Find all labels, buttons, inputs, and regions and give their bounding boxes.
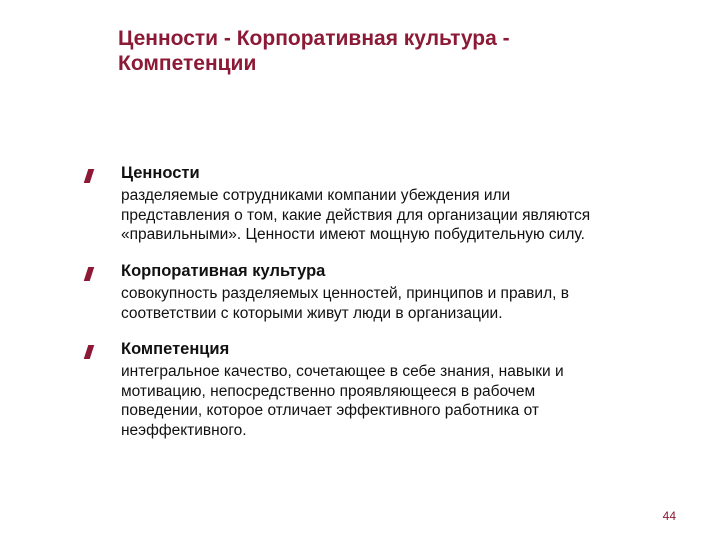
item-description bbox=[121, 284, 681, 323]
item-heading: Ценности bbox=[121, 164, 200, 182]
description-line: мотивацию, непосредственно проявляющееся в рабочем bbox=[121, 382, 536, 400]
item-description bbox=[121, 186, 681, 245]
slanted-bar-bullet-icon bbox=[84, 169, 95, 183]
description-line: совокупность разделяемых ценностей, принципов и правил, в bbox=[121, 285, 569, 302]
description-line: соответствии с которыми живут люди в организации. bbox=[121, 304, 503, 322]
slide-title-line: Компетенции bbox=[118, 52, 257, 75]
description-line: поведении, которое отличает эффективного работника от bbox=[121, 402, 539, 419]
item-heading: Компетенция bbox=[121, 340, 230, 358]
item-description bbox=[121, 362, 681, 440]
slide-title-line: Ценности - Корпоративная культура - bbox=[118, 27, 510, 50]
description-line: интегральное качество, сочетающее в себе знания, навыки и bbox=[121, 363, 564, 380]
description-line: неэффективного. bbox=[121, 421, 247, 439]
description-line: «правильными». Ценности имеют мощную побудительную силу. bbox=[121, 226, 585, 243]
slanted-bar-bullet-icon bbox=[84, 267, 95, 281]
item-heading: Корпоративная культура bbox=[121, 262, 326, 280]
slanted-bar-bullet-icon bbox=[84, 345, 95, 359]
description-line: представления о том, какие действия для организации являются bbox=[121, 206, 591, 224]
description-line: разделяемые сотрудниками компании убеждения или bbox=[121, 187, 511, 204]
slide-title bbox=[118, 26, 678, 76]
page-number: 44 bbox=[662, 509, 676, 523]
